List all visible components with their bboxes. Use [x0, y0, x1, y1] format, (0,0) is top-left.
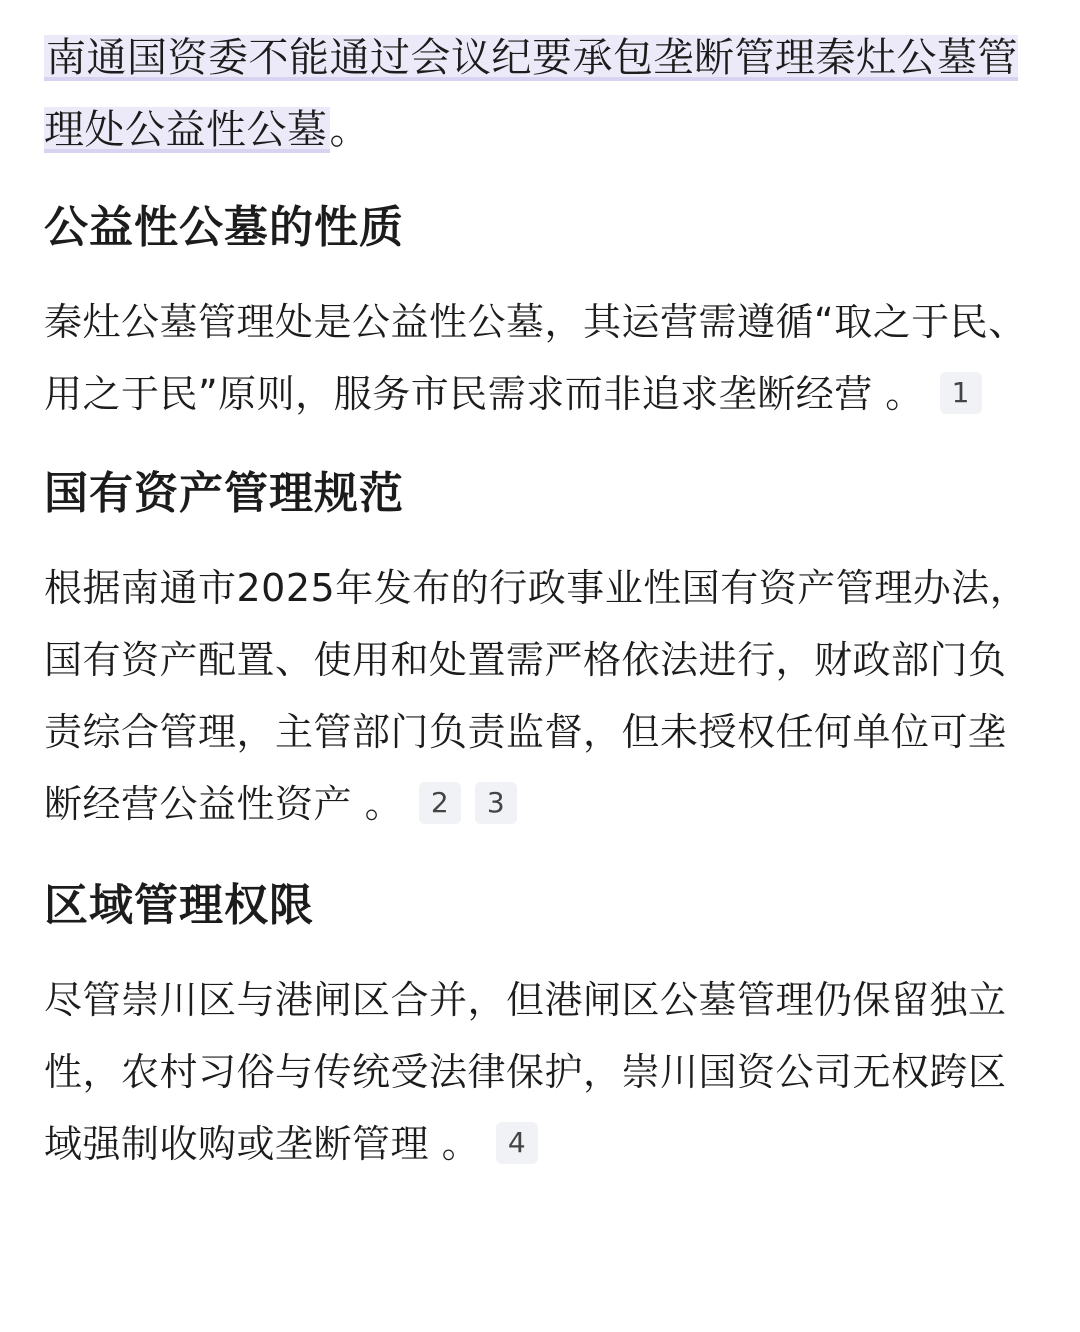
section-text-asset-rules: [44, 552, 1044, 840]
section-heading-regional-authority: 区域管理权限: [44, 880, 314, 931]
answer-content: [44, 22, 1044, 1180]
section-text-nature: [44, 286, 1044, 430]
citation-badge-3[interactable]: 3: [475, 782, 517, 824]
summary-period: 。: [329, 107, 370, 153]
section-body: 根据南通市2025年发布的行政事业性国有资产管理办法，国有资产配置、使用和处置需严格依法进行，财政部门负责综合管理，主管部门负责监督，但未授权任何单位可垄断经营公益性资产 。: [44, 566, 1029, 826]
section-body: 尽管崇川区与港闸区合并，但港闸区公墓管理仍保留独立性，农村习俗与传统受法律保护，崇川国资公司无权跨区域强制收购或垄断管理 。: [44, 978, 1007, 1166]
citation-badge-2[interactable]: 2: [419, 782, 461, 824]
citation-badge-1[interactable]: 1: [940, 372, 982, 414]
highlighted-summary[interactable]: 南通国资委不能通过会议纪要承包垄断管理秦灶公墓管理处公益性公墓: [44, 35, 1018, 153]
summary-statement: [44, 22, 1044, 166]
section-heading-nature: 公益性公墓的性质: [44, 202, 404, 253]
citation-badge-4[interactable]: 4: [496, 1122, 538, 1164]
section-body: 秦灶公墓管理处是公益性公墓，其运营需遵循“取之于民、用之于民”原则，服务市民需求而非追求垄断经营 。: [44, 300, 1027, 416]
section-heading-asset-rules: 国有资产管理规范: [44, 468, 404, 519]
section-text-regional-authority: [44, 964, 1044, 1180]
